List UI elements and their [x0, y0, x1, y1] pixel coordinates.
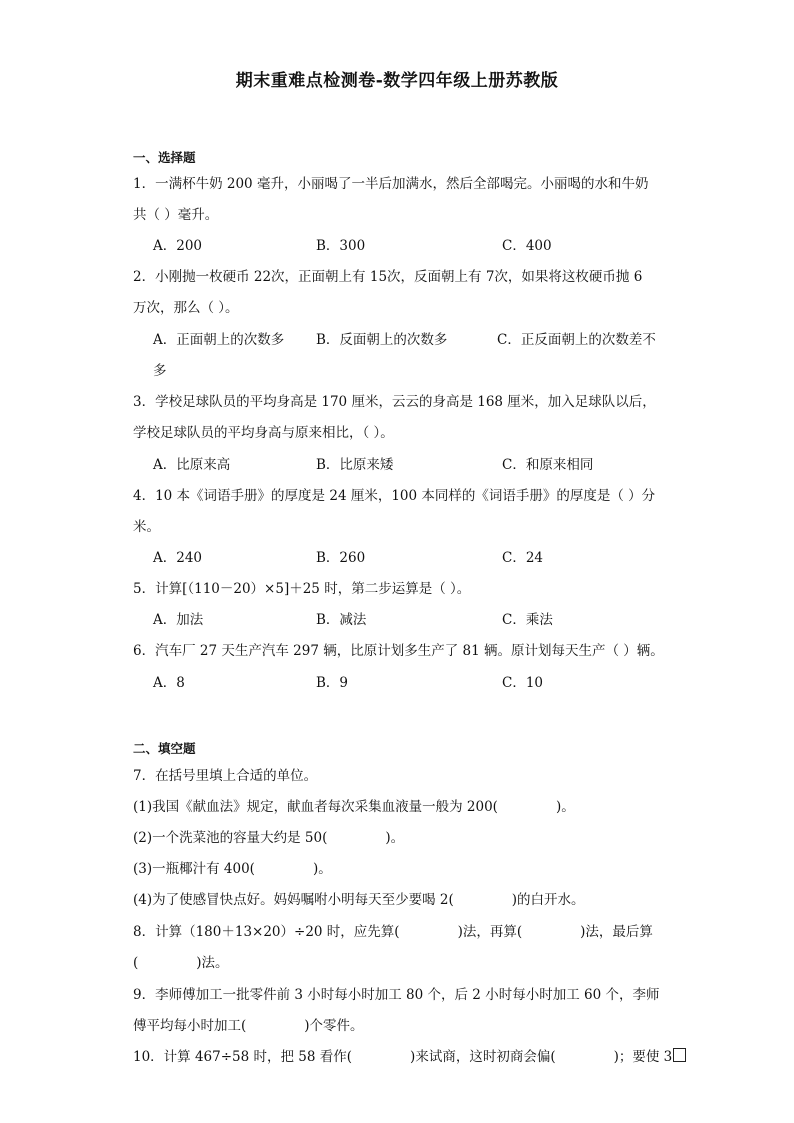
q4-option-a: A．240 — [153, 550, 203, 566]
q1-option-c: C．400 — [502, 238, 552, 254]
q8-text-e: )法。 — [196, 955, 229, 971]
q7-sub3-text: (3)一瓶椰汁有 400( — [133, 861, 255, 877]
q3-option-a: A．比原来高 — [153, 457, 231, 473]
q10-text-a: 10．计算 467÷58 时，把 58 看作( — [133, 1049, 353, 1065]
section-choice-heading: 一、选择题 — [133, 150, 196, 165]
q9-stem-line1: 9．李师傅加工一批零件前 3 小时每小时加工 80 个，后 2 小时每小时加工 60 个，李师 — [133, 987, 660, 1003]
q5-option-a: A．加法 — [153, 612, 204, 628]
q4-stem-line1: 4．10 本《词语手册》的厚度是 24 厘米，100 本同样的《词语手册》的厚度是（ ）分 — [133, 488, 656, 504]
q8-text-b: )法，再算( — [457, 924, 523, 940]
q2-option-c-wrap: 多 — [153, 363, 167, 379]
q7-sub2-end: )。 — [385, 830, 405, 846]
q4-option-c: C．24 — [502, 550, 544, 566]
q10-digit-box — [673, 1048, 686, 1062]
q1-option-b: B．300 — [316, 238, 366, 254]
q2-option-c: C．正反面朝上的次数差不 — [497, 332, 656, 348]
q3-stem-line1: 3．学校足球队员的平均身高是 170 厘米，云云的身高是 168 厘米，加入足球队以后， — [133, 394, 656, 410]
q6-option-a: A．8 — [153, 675, 185, 691]
q6-option-b: B．9 — [316, 675, 349, 691]
q1-stem-line2: 共（ ）毫升。 — [133, 207, 219, 223]
q9-stem-line2 — [133, 1014, 364, 1034]
q10-stem-line1 — [133, 1045, 686, 1065]
q10-text-b: )来试商，这时初商会偏( — [410, 1049, 556, 1065]
q2-stem-line1: 2．小刚抛一枚硬币 22次，正面朝上有 15次，反面朝上有 7次，如果将这枚硬币抛 6 — [133, 269, 643, 285]
q7-sub1-end: )。 — [555, 799, 575, 815]
q7-sub1-text: (1)我国《献血法》规定，献血者每次采集血液量一般为 200( — [133, 799, 498, 815]
q6-stem: 6．汽车厂 27 天生产汽车 297 辆，比原计划多生产了 81 辆。原计划每天生产（ ）辆。 — [133, 643, 664, 659]
q7-sub2 — [133, 826, 404, 846]
q5-option-b: B．减法 — [316, 612, 367, 628]
q7-sub4-text: (4)为了使感冒快点好。妈妈嘱咐小明每天至少要喝 2( — [133, 892, 454, 908]
q4-stem-line2: 米。 — [133, 519, 160, 535]
q8-text-c: )法，最后算 — [580, 924, 653, 940]
q8-stem-line2 — [133, 951, 229, 971]
q8-text-a: 8．计算（180＋13×20）÷20 时，应先算( — [133, 924, 400, 940]
q8-text-d: ( — [133, 955, 139, 971]
q9-text-b: )个零件。 — [304, 1018, 364, 1034]
q7-sub1 — [133, 795, 575, 815]
q7-sub4-end: )的白开水。 — [511, 892, 585, 908]
q3-stem-line2: 学校足球队员的平均身高与原来相比，（ ）。 — [133, 425, 394, 441]
q7-sub3 — [133, 857, 332, 877]
q2-option-b: B．反面朝上的次数多 — [316, 332, 448, 348]
q10-text-c: )；要使 3 — [613, 1049, 673, 1065]
q6-option-c: C．10 — [502, 675, 544, 691]
q3-option-c: C．和原来相同 — [502, 457, 594, 473]
q4-option-b: B．260 — [316, 550, 366, 566]
section-fill-heading: 二、填空题 — [133, 741, 196, 756]
q2-stem-line2: 万次，那么（ ）。 — [133, 300, 239, 316]
q7-sub2-text: (2)一个洗菜池的容量大约是 50( — [133, 830, 328, 846]
q5-stem: 5．计算[（110－20）×5]＋25 时，第二步运算是（ ）。 — [133, 581, 471, 597]
q7-sub4 — [133, 888, 585, 908]
q2-option-a: A．正面朝上的次数多 — [153, 332, 285, 348]
page-title: 期末重难点检测卷-数学四年级上册苏教版 — [235, 71, 559, 91]
q7-stem: 7．在括号里填上合适的单位。 — [133, 768, 318, 784]
q9-text-a: 傅平均每小时加工( — [133, 1018, 247, 1034]
q8-stem-line1 — [133, 920, 653, 940]
q7-sub3-end: )。 — [312, 861, 332, 877]
q1-option-a: A．200 — [153, 238, 203, 254]
q3-option-b: B．比原来矮 — [316, 457, 394, 473]
q1-stem-line1: 1．一满杯牛奶 200 毫升，小丽喝了一半后加满水，然后全部喝完。小丽喝的水和牛奶 — [133, 176, 649, 192]
q5-option-c: C．乘法 — [502, 612, 553, 628]
